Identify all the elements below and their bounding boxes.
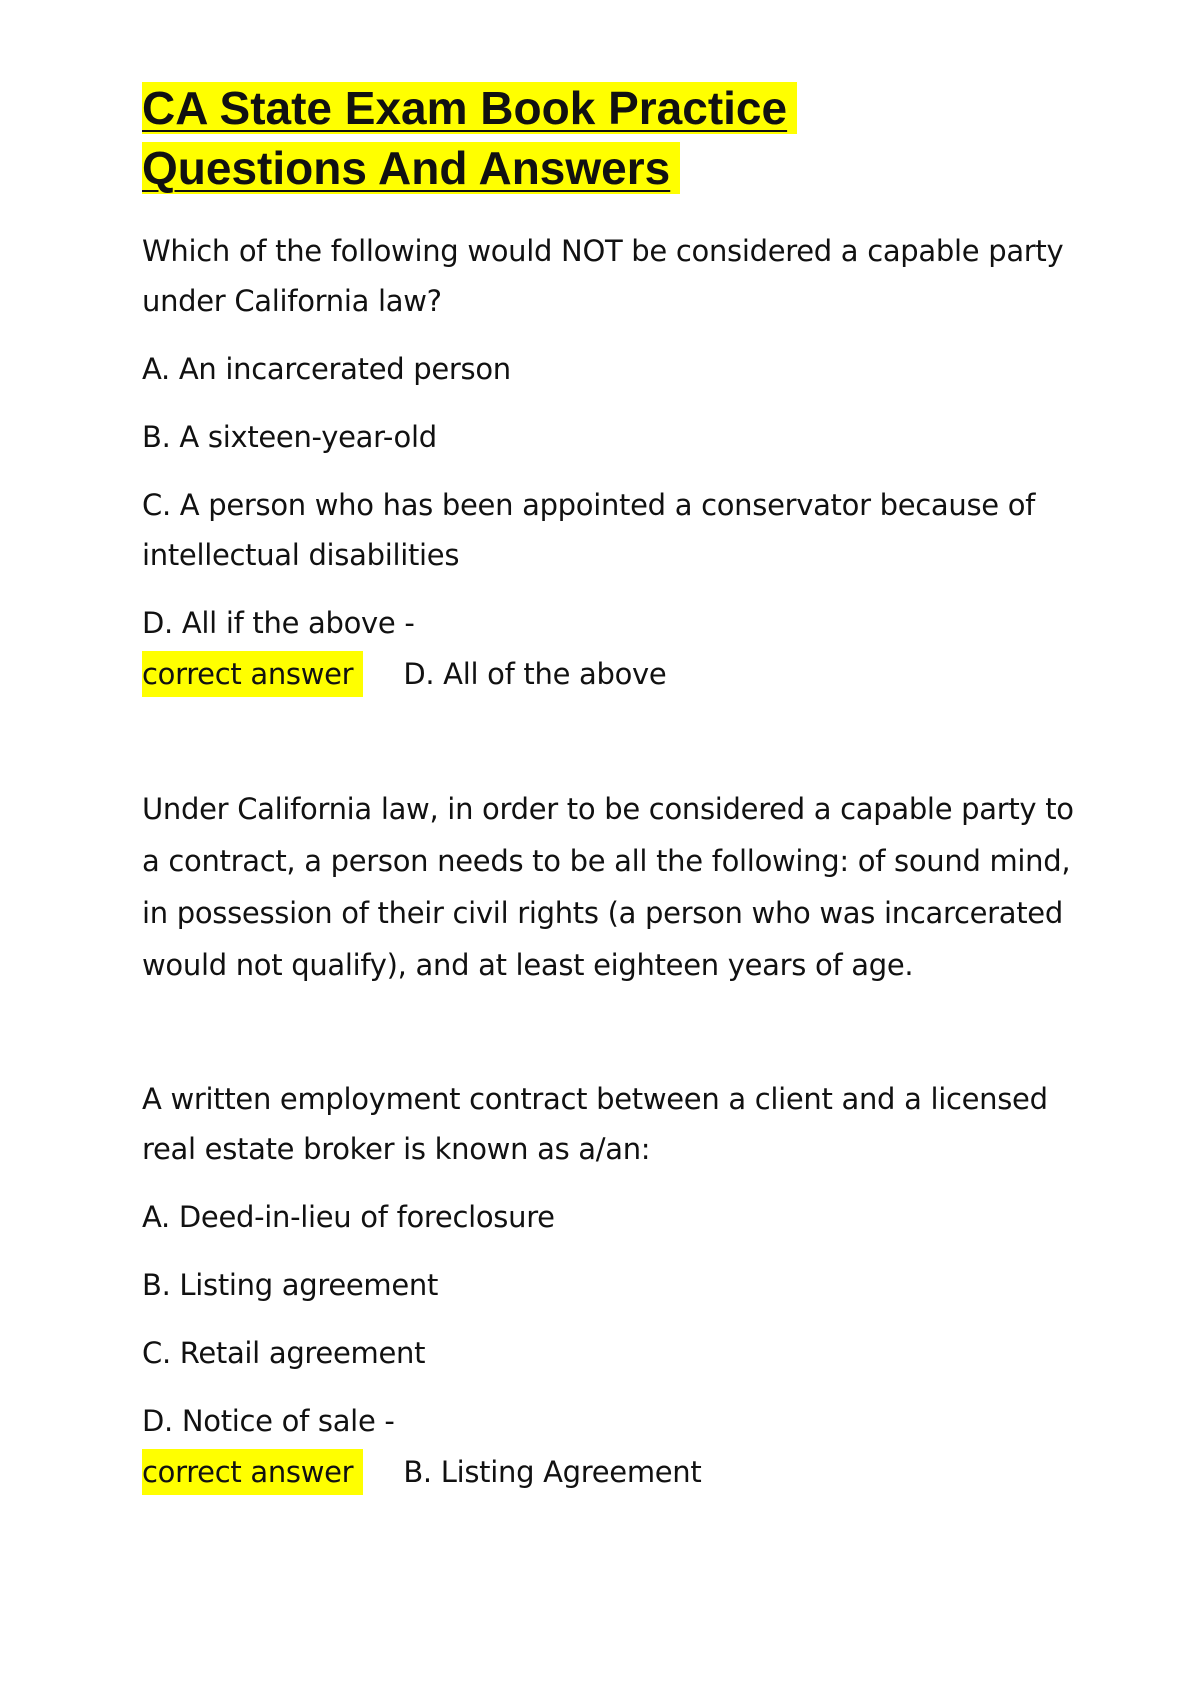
question-block-1 [142, 226, 1082, 1074]
answer-line [142, 1446, 1082, 1498]
title-line-1: CA State Exam Book Practice [142, 82, 797, 134]
option-a: A. An incarcerated person [142, 352, 511, 386]
option-b: B. Listing agreement [142, 1268, 439, 1302]
document-title [142, 78, 1082, 198]
title-line-2: Questions And Answers [142, 142, 680, 194]
question-text: Which of the following would NOT be considered a capable party under California law? [142, 234, 1064, 318]
question-block-2 [142, 1074, 1082, 1498]
explanation-text: Under California law, in order to be considered a capable party to a contract, a person needs to be all the following: of sound mind, in possession of their civil rights (a person who was incarcerated would not qualify), and at least eighteen years of age. [142, 792, 1074, 982]
option-d: D. Notice of sale - [142, 1404, 395, 1438]
correct-answer-value: B. Listing Agreement [403, 1455, 702, 1489]
option-c: C. A person who has been appointed a conservator because of intellectual disabilities [142, 488, 1036, 572]
document-page [142, 78, 1082, 1498]
correct-answer-label: correct answer [142, 1449, 363, 1495]
correct-answer-value: D. All of the above [403, 657, 667, 691]
correct-answer-label: correct answer [142, 651, 363, 697]
option-c: C. Retail agreement [142, 1336, 426, 1370]
answer-line [142, 648, 1082, 700]
option-d: D. All if the above - [142, 606, 415, 640]
option-b: B. A sixteen-year-old [142, 420, 437, 454]
question-text: A written employment contract between a client and a licensed real estate broker is known as a/an: [142, 1082, 1048, 1166]
spacer [142, 991, 1082, 1074]
option-a: A. Deed-in-lieu of foreclosure [142, 1200, 555, 1234]
spacer [142, 700, 1082, 783]
